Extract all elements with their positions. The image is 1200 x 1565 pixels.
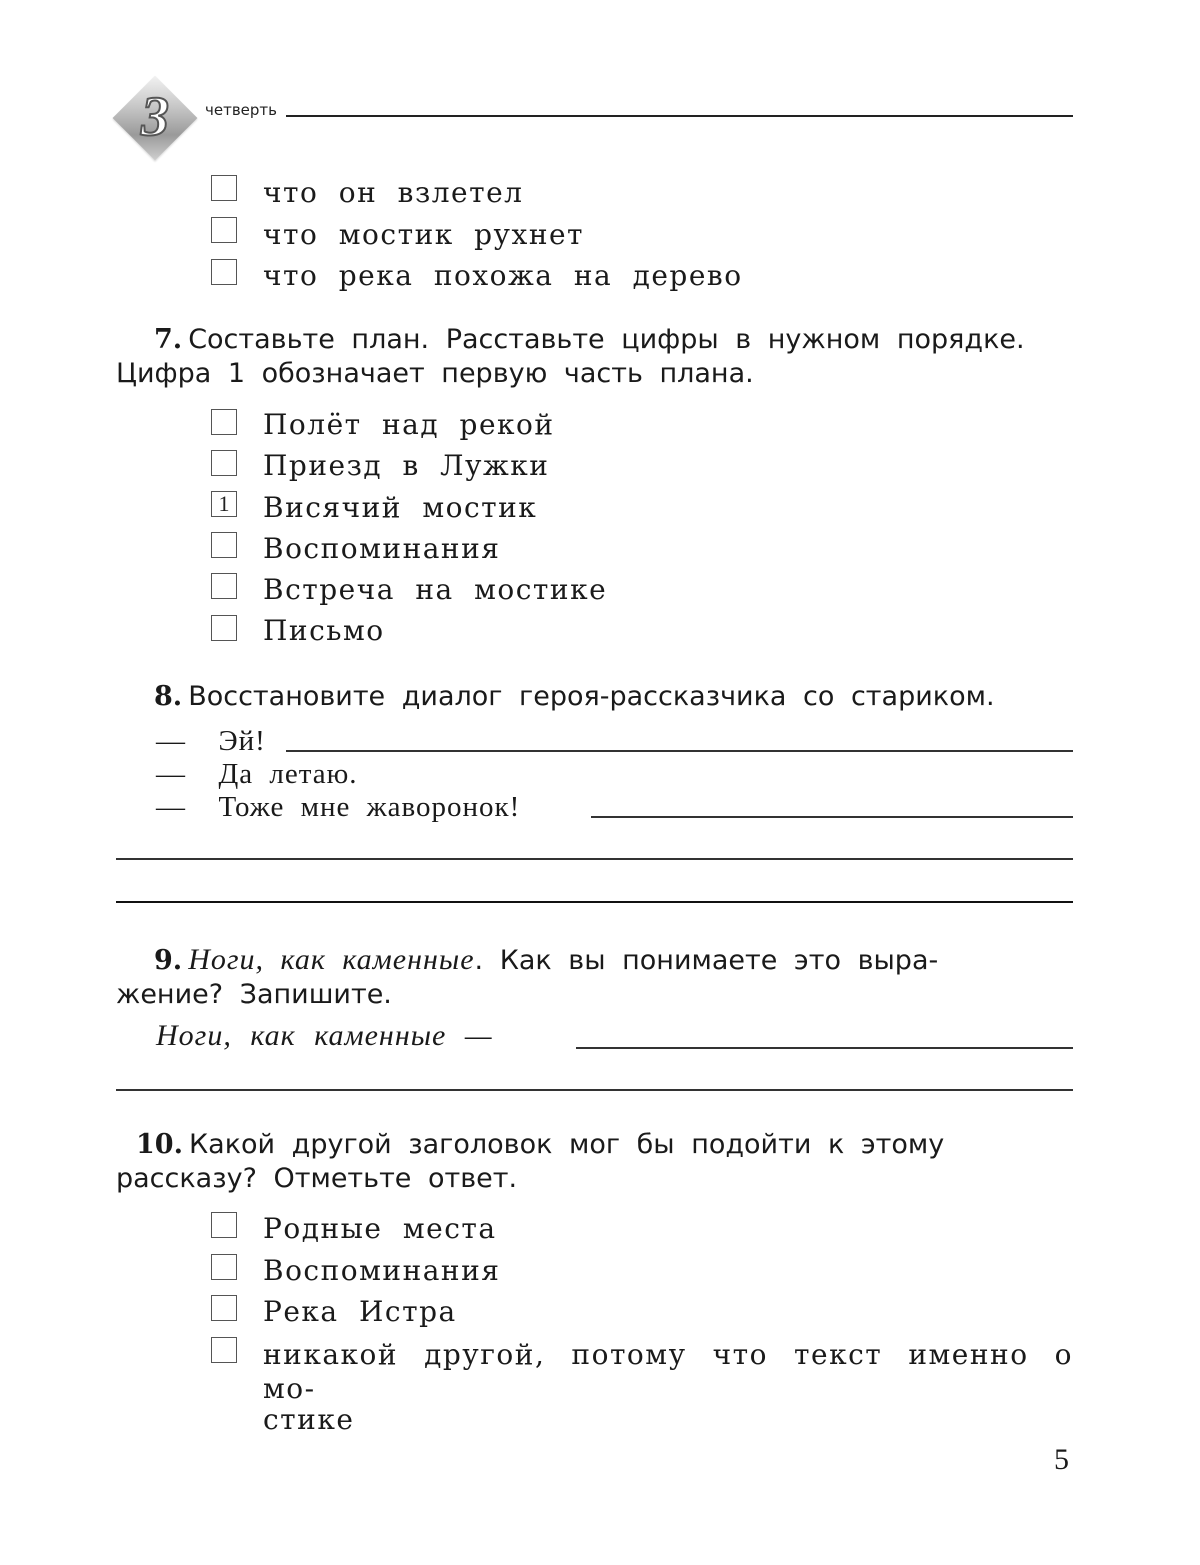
answer-prefix: Ноги, как каменные — xyxy=(156,1019,493,1052)
title-checkbox[interactable] xyxy=(211,1254,237,1280)
task-number: 8. xyxy=(154,681,183,712)
task9-phrase: Ноги, как каменные xyxy=(188,943,475,976)
option-checkbox[interactable] xyxy=(211,217,237,243)
plan-number-box[interactable] xyxy=(211,615,237,641)
task8-text: Восстановите диалог героя-рассказчика со стариком. xyxy=(188,681,995,712)
quarter-badge xyxy=(113,76,197,160)
quarter-label: четверть xyxy=(205,101,277,119)
option-checkbox[interactable] xyxy=(211,175,237,201)
task7-prompt xyxy=(116,323,1074,391)
task10-prompt xyxy=(116,1128,1074,1196)
plan-item-label: Висячий мостик xyxy=(263,491,538,524)
title-checkbox[interactable] xyxy=(211,1295,237,1321)
task9-prompt xyxy=(116,943,1074,1012)
option-label: что река похожа на дерево xyxy=(263,259,743,292)
dialog-text: Эй! xyxy=(218,725,266,757)
plan-item-label: Воспоминания xyxy=(263,532,501,565)
plan-number-box[interactable]: 1 xyxy=(211,491,237,517)
title-option-label: Река Истра xyxy=(263,1295,457,1328)
plan-item-label: Встреча на мостике xyxy=(263,573,608,606)
task10-text-line1: Какой другой заголовок мог бы подойти к этому xyxy=(188,1129,945,1160)
answer-line[interactable] xyxy=(116,858,1073,860)
title-checkbox[interactable] xyxy=(211,1212,237,1238)
plan-number-box[interactable] xyxy=(211,573,237,599)
dialog-line xyxy=(156,757,358,791)
page-number: 5 xyxy=(1054,1443,1069,1476)
plan-number-box[interactable] xyxy=(211,532,237,558)
answer-line[interactable] xyxy=(116,1089,1073,1091)
option-label: что он взлетел xyxy=(263,176,524,209)
answer-line[interactable] xyxy=(576,1047,1073,1049)
dialog-line xyxy=(156,724,266,758)
plan-item-label: Письмо xyxy=(263,614,385,647)
task9-text-after: . Как вы понимаете это выра- xyxy=(474,945,939,976)
option-label: что мостик рухнет xyxy=(263,218,585,251)
answer-line[interactable] xyxy=(591,816,1073,818)
dash: — xyxy=(156,791,186,823)
title-option-label-line2: стике xyxy=(263,1403,355,1436)
task9-text-line2: жение? Запишите. xyxy=(116,979,392,1010)
title-option-label xyxy=(263,1338,1073,1437)
title-option-label: Воспоминания xyxy=(263,1254,501,1287)
dialog-text: Тоже мне жаворонок! xyxy=(218,791,521,823)
plan-number-box[interactable] xyxy=(211,409,237,435)
answer-line[interactable] xyxy=(116,901,1073,903)
task7-text-line2: Цифра 1 обозначает первую часть плана. xyxy=(116,358,754,389)
plan-item-label: Приезд в Лужки xyxy=(263,449,550,482)
title-option-label-line1: никакой другой, потому что текст именно о мо- xyxy=(263,1338,1073,1405)
dash: — xyxy=(156,758,186,790)
dialog-text: Да летаю. xyxy=(218,758,358,790)
dash: — xyxy=(156,725,186,757)
task-number: 9. xyxy=(154,945,183,976)
option-checkbox[interactable] xyxy=(211,259,237,285)
task-number: 7. xyxy=(154,324,183,355)
task8-prompt xyxy=(154,680,1074,714)
answer-line[interactable] xyxy=(286,750,1073,752)
task10-text-line2: рассказу? Отметьте ответ. xyxy=(116,1163,518,1194)
title-option-label: Родные места xyxy=(263,1212,497,1245)
plan-number-box[interactable] xyxy=(211,450,237,476)
plan-item-label: Полёт над рекой xyxy=(263,408,555,441)
task7-text-line1: Составьте план. Расставьте цифры в нужном порядке. xyxy=(188,324,1025,355)
title-checkbox[interactable] xyxy=(211,1337,237,1363)
quarter-name-line[interactable] xyxy=(286,115,1073,117)
quarter-number: 3 xyxy=(141,86,169,148)
dialog-line xyxy=(156,790,520,824)
task-number: 10. xyxy=(136,1129,183,1160)
